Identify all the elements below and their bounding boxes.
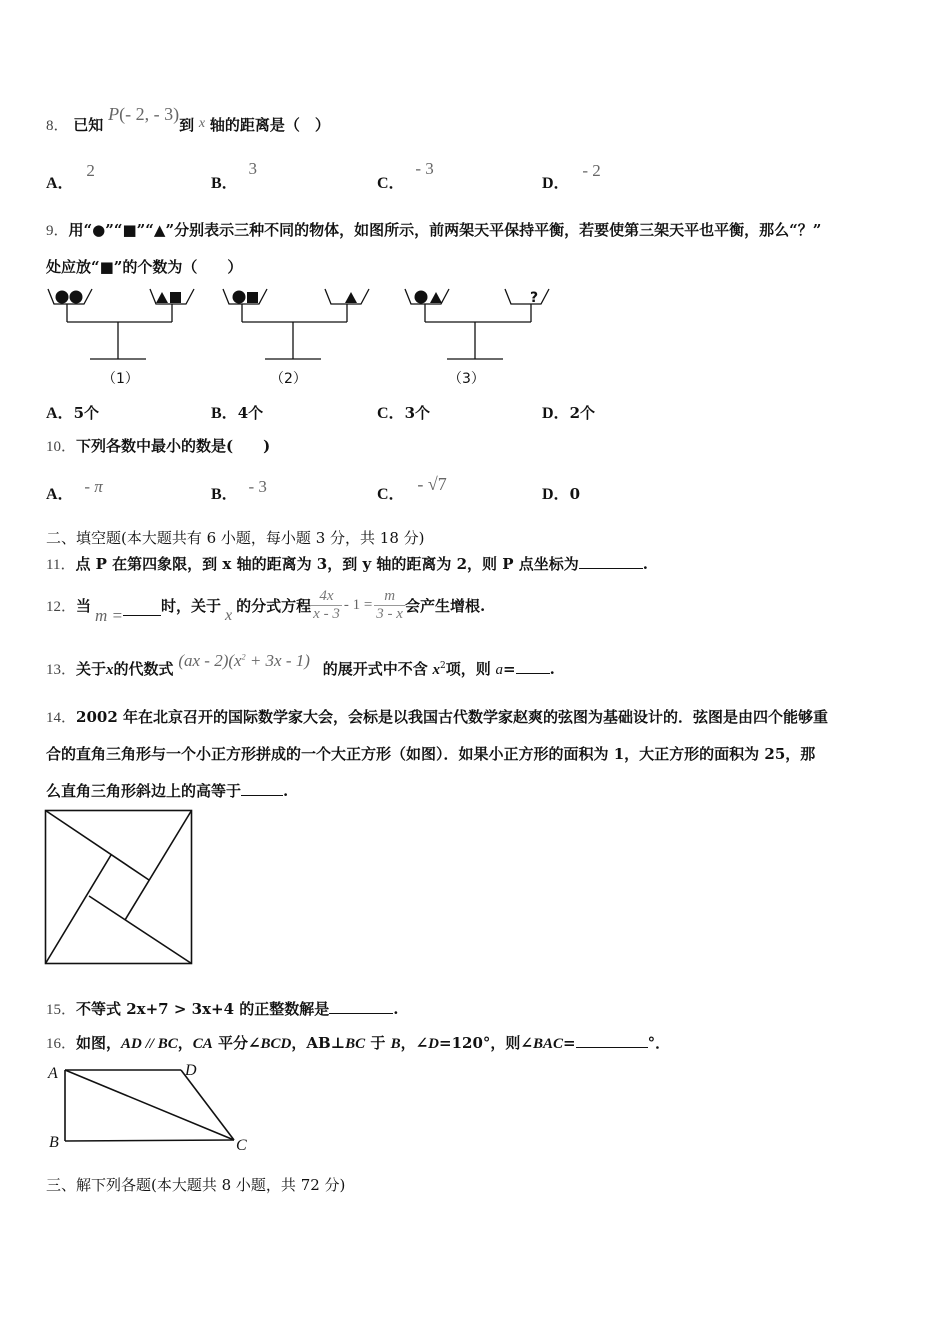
equals: = <box>503 660 516 678</box>
question-11 <box>46 553 648 574</box>
question-number: 8． <box>46 118 69 134</box>
question-text: 的分式方程 <box>236 597 312 615</box>
question-text: ，AB⊥ <box>291 1034 346 1052</box>
option-value: 5个 <box>73 404 99 422</box>
question-text: 到 <box>179 116 195 134</box>
option-value: - √7 <box>417 474 447 494</box>
question-text: 如图， <box>76 1034 122 1052</box>
question-text: 2002 年在北京召开的国际数学家大会，会标是以我国古代数学家赵爽的弦图为基础设计的．弦图是由四个能够重 <box>76 708 828 726</box>
triangle-icon <box>345 292 357 303</box>
option-b[interactable] <box>211 477 267 504</box>
option-d[interactable] <box>542 481 580 504</box>
fraction-2 <box>374 588 405 623</box>
expr-part: (ax - 2) <box>178 651 229 670</box>
question-text: 点 P 在第四象限，到 x 轴的距离为 3，到 y 轴的距离为 2，则 P 点坐标为 <box>75 555 579 573</box>
zhao-shuang-figure <box>40 805 200 970</box>
question-14-line2: 合的直角三角形与一个小正方形拼成的一个大正方形（如图）．如果小正方形的面积为 1，大正方形的面积为 25，那 <box>46 745 816 763</box>
question-number: 15． <box>46 1002 77 1018</box>
denominator: 3 - x <box>376 606 403 622</box>
punctuation: . <box>549 660 555 678</box>
question-number: 14． <box>46 710 77 726</box>
math-text: BC <box>345 1036 366 1052</box>
option-label: B． <box>211 175 238 192</box>
expr-part: (x <box>228 651 242 670</box>
option-a[interactable] <box>46 477 103 504</box>
fraction-1 <box>311 588 342 623</box>
question-text: 处应放“■”的个数为（ ） <box>46 258 243 276</box>
question-number: 11． <box>46 557 76 573</box>
option-value: 2 <box>86 161 95 180</box>
section-2-heading: 二、填空题(本大题共有 6 小题，每小题 3 分，共 18 分) <box>46 529 425 547</box>
triangle-icon <box>430 292 442 303</box>
question-13 <box>46 651 555 679</box>
numerator: 4x <box>319 588 334 604</box>
option-c[interactable] <box>377 159 434 193</box>
option-c[interactable] <box>377 400 430 423</box>
option-label: A． <box>46 405 74 422</box>
question-text: 用“●”“■”“▲”分别表示三种不同的物体，如图所示，前两架天平保持平衡，若要使第三架天平也平衡，那么“？” <box>68 221 822 239</box>
circle-icon <box>56 291 69 304</box>
option-label: C． <box>377 405 405 422</box>
question-15 <box>46 998 398 1019</box>
math-coords: (- 2, - 3) <box>119 104 180 124</box>
circle-icon <box>70 291 83 304</box>
label-d: D <box>185 1062 197 1079</box>
question-text: =120°，则∠ <box>439 1034 533 1052</box>
option-b[interactable] <box>211 159 257 193</box>
scale-caption-3: （3） <box>448 371 485 387</box>
question-text: 的代数式 <box>113 660 174 678</box>
option-label: B． <box>211 486 238 503</box>
math-var: x <box>225 606 233 624</box>
punctuation: °． <box>647 1034 671 1052</box>
option-value: - 2 <box>582 161 601 180</box>
punctuation: . <box>642 555 649 573</box>
question-text: ，∠ <box>400 1034 429 1052</box>
question-9-line2 <box>46 256 242 277</box>
option-value: - 3 <box>248 477 267 496</box>
expr-sup: 2 <box>241 652 246 662</box>
question-text: 下列各数中最小的数是( ) <box>76 437 271 455</box>
math-text: BCD <box>260 1036 292 1052</box>
label-b: B <box>49 1134 59 1151</box>
option-label: C． <box>377 175 405 192</box>
question-9 <box>46 219 821 240</box>
option-label: D． <box>542 486 570 503</box>
question-text: 当 <box>76 597 92 615</box>
triangle-icon <box>156 292 168 303</box>
square-icon <box>170 292 181 303</box>
option-label: D． <box>542 175 570 192</box>
question-14-line3 <box>46 780 288 801</box>
question-text: 于 <box>365 1034 391 1052</box>
option-value: - π <box>84 477 103 496</box>
answer-blank[interactable] <box>516 659 550 674</box>
option-d[interactable] <box>542 400 595 423</box>
question-text: ， <box>177 1034 193 1052</box>
math-var: x <box>106 662 114 678</box>
question-text: 么直角三角形斜边上的高等于 <box>46 782 242 800</box>
option-value: - 3 <box>415 159 434 178</box>
option-a[interactable] <box>46 161 95 193</box>
math-sup: 2 <box>440 661 446 671</box>
question-16 <box>46 1032 670 1053</box>
label-a: A <box>48 1065 58 1082</box>
question-text: 轴的距离是（ ） <box>209 116 330 134</box>
answer-blank[interactable] <box>329 999 393 1014</box>
expr-part: + 3x - 1) <box>245 651 310 670</box>
option-c[interactable] <box>377 474 447 504</box>
question-number: 16． <box>46 1036 77 1052</box>
question-number: 13． <box>46 662 77 678</box>
option-label: A． <box>46 175 74 192</box>
math-expression <box>178 651 310 670</box>
math-text: B <box>390 1036 401 1052</box>
option-label: A． <box>46 486 74 503</box>
answer-blank[interactable] <box>579 554 643 569</box>
numerator: m <box>384 588 396 604</box>
question-text: 时，关于 <box>161 597 222 615</box>
question-text: = <box>562 1034 576 1052</box>
option-label: D． <box>542 405 570 422</box>
denominator: x - 3 <box>313 606 340 622</box>
option-label: C． <box>377 486 405 503</box>
question-text: 会产生增根. <box>404 597 486 615</box>
circle-icon <box>233 291 246 304</box>
answer-blank[interactable] <box>576 1033 648 1048</box>
math-a: a <box>495 662 504 678</box>
math-text: AD // BC <box>121 1036 178 1052</box>
trapezoid-figure <box>40 1058 260 1158</box>
question-text: 平分∠ <box>212 1034 261 1052</box>
question-text: 的展开式中不含 <box>322 660 428 678</box>
question-text: 已知 <box>73 116 104 134</box>
question-mark-icon: ? <box>530 290 539 306</box>
option-a[interactable] <box>46 400 99 423</box>
option-value: 4个 <box>237 404 264 422</box>
question-12 <box>46 588 485 623</box>
label-c: C <box>236 1137 247 1154</box>
math-point: P <box>108 104 120 124</box>
option-value: 3个 <box>404 404 430 422</box>
scale-caption-2: （2） <box>270 371 307 387</box>
math-term: x <box>432 662 440 678</box>
square-icon <box>247 292 258 303</box>
question-number: 12． <box>46 599 77 615</box>
math-axis: x <box>198 116 206 131</box>
question-14 <box>46 706 828 727</box>
option-b[interactable] <box>211 400 263 423</box>
math-text: BAC <box>532 1036 563 1052</box>
option-value: 2个 <box>569 404 595 422</box>
scale-caption-1: （1） <box>102 371 139 387</box>
math-minus-one: - 1 = <box>343 597 373 613</box>
question-number: 9． <box>46 223 69 239</box>
option-value: 0 <box>569 485 580 503</box>
punctuation: . <box>393 1000 399 1018</box>
math-text: CA <box>192 1036 213 1052</box>
question-10 <box>46 435 270 456</box>
math-m: m = <box>95 605 124 625</box>
option-label: B． <box>211 405 238 422</box>
answer-blank[interactable] <box>123 601 161 616</box>
math-text: D <box>428 1036 440 1052</box>
question-text: 关于 <box>76 660 107 678</box>
question-text: 不等式 2x+7 > 3x+4 的正整数解是 <box>76 1000 330 1018</box>
option-d[interactable] <box>542 161 601 193</box>
section-3-heading: 三、解下列各题(本大题共 8 小题，共 72 分) <box>46 1176 346 1194</box>
question-text: 项，则 <box>445 660 491 678</box>
circle-icon <box>415 291 428 304</box>
answer-blank[interactable] <box>241 781 283 796</box>
question-8 <box>46 104 330 135</box>
option-value: 3 <box>248 159 257 178</box>
question-number: 10． <box>46 439 77 455</box>
punctuation: . <box>283 782 289 800</box>
